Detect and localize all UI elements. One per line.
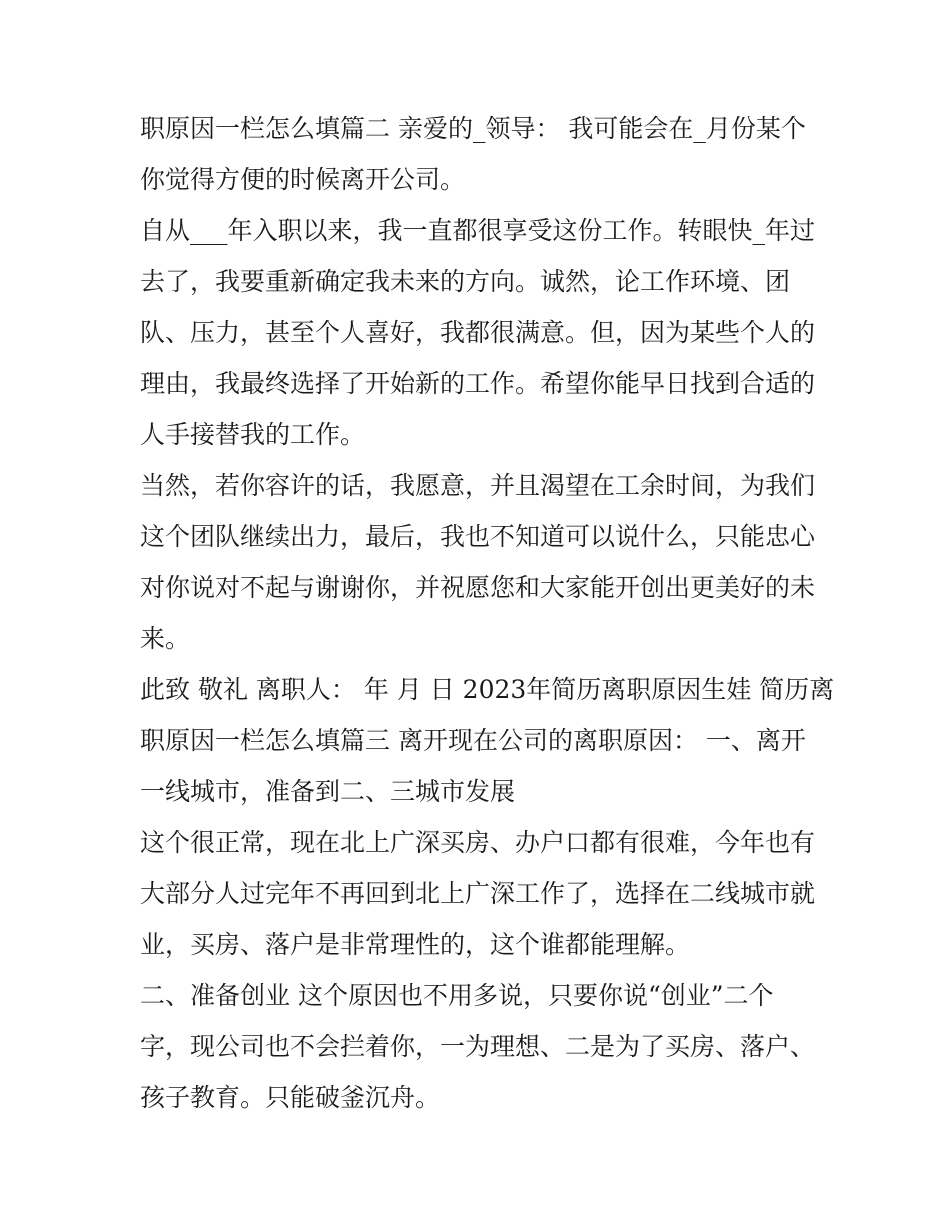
- text-line: 自从___年入职以来，我一直都很享受这份工作。转眼快_年过: [140, 216, 816, 245]
- text-line: 此致 敬礼 离职人： 年 月 日 2023年简历离职原因生娃 简历离: [140, 675, 835, 704]
- text-line: 业，买房、落户是非常理性的，这个谁都能理解。: [140, 930, 691, 959]
- text-line: 职原因一栏怎么填篇二 亲爱的_领导： 我可能会在_月份某个: [140, 114, 806, 143]
- text-line: 大部分人过完年不再回到北上广深工作了，选择在二线城市就: [140, 879, 816, 908]
- text-line: 来。: [140, 624, 191, 653]
- text-line: 人手接替我的工作。: [140, 420, 366, 449]
- text-line: 孩子教育。只能破釜沉舟。: [140, 1083, 441, 1112]
- text-line: 对你说对不起与谢谢你，并祝愿您和大家能开创出更美好的未: [140, 573, 816, 602]
- text-line: 去了，我要重新确定我未来的方向。诚然，论工作环境、团: [140, 267, 791, 296]
- text-line: 你觉得方便的时候离开公司。: [140, 165, 466, 194]
- text-line: 一线城市，准备到二、三城市发展: [140, 777, 516, 806]
- text-line: 当然，若你容许的话，我愿意，并且渴望在工余时间，为我们: [140, 471, 816, 500]
- text-line: 理由，我最终选择了开始新的工作。希望你能早日找到合适的: [140, 369, 816, 398]
- text-line: 队、压力，甚至个人喜好，我都很满意。但，因为某些个人的: [140, 318, 816, 347]
- text-line: 字，现公司也不会拦着你，一为理想、二是为了买房、落户、: [140, 1032, 816, 1061]
- text-line: 二、准备创业 这个原因也不用多说，只要你说“创业”二个: [140, 981, 774, 1010]
- text-line: 职原因一栏怎么填篇三 离开现在公司的离职原因： 一、离开: [140, 726, 806, 755]
- text-line: 这个很正常，现在北上广深买房、办户口都有很难，今年也有: [140, 828, 816, 857]
- text-line: 这个团队继续出力，最后，我也不知道可以说什么，只能忠心: [140, 522, 816, 551]
